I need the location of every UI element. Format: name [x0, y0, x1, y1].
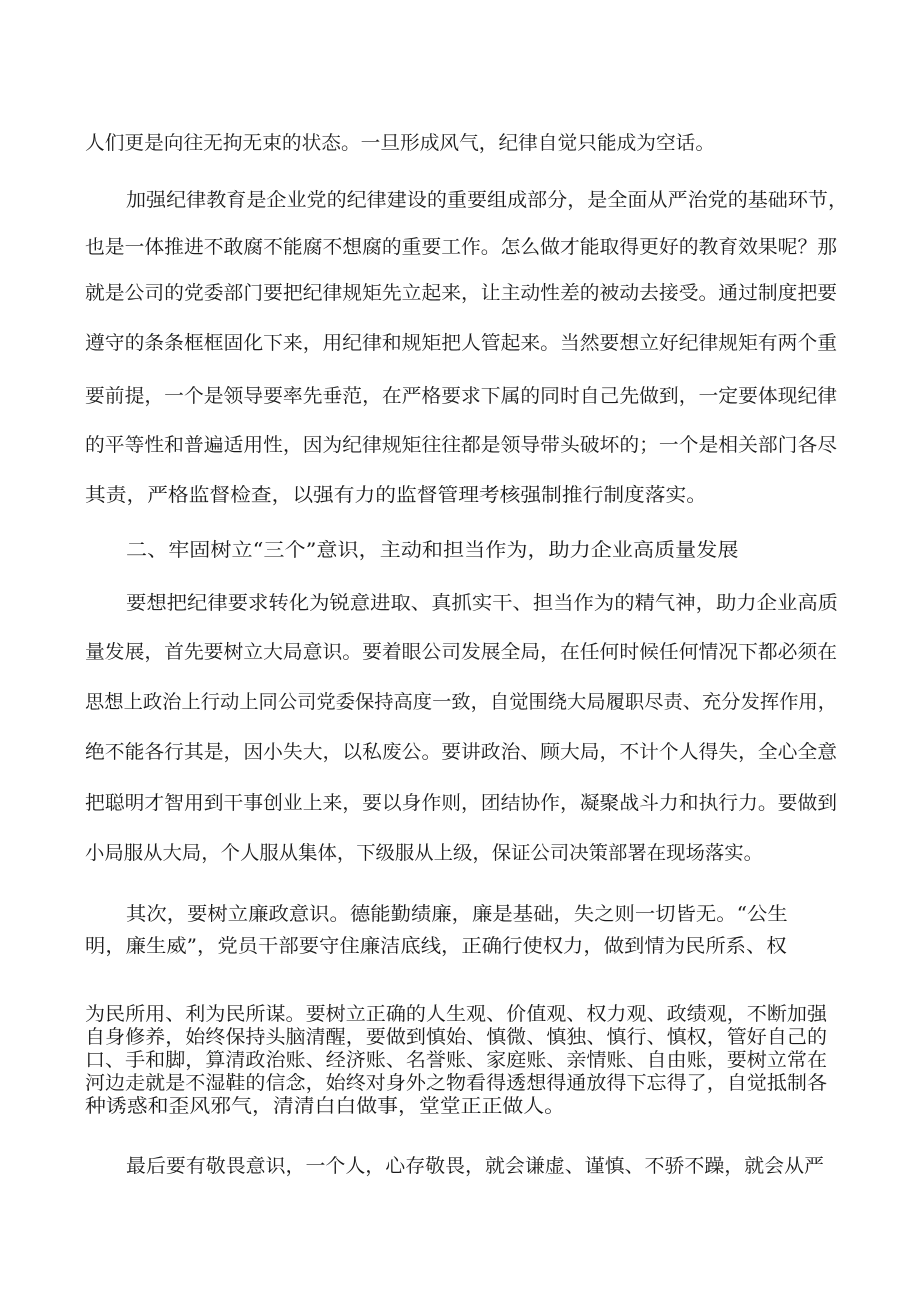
paragraph-line: 人们更是向往无拘无束的状态。一旦形成风气，纪律自觉只能成为空话。 [85, 132, 716, 154]
paragraph-line: 要前提，一个是领导要率先垂范，在严格要求下属的同时自己先做到，一定要体现纪律 [85, 385, 838, 407]
paragraph-line: 最后要有敬畏意识，一个人，心存敬畏，就会谦虚、谨慎、不骄不躁，就会从严 [126, 1155, 825, 1177]
paragraph-line: 其责，严格监督检查，以强有力的监督管理考核强制推行制度落实。 [85, 484, 708, 506]
paragraph-line: 就是公司的党委部门要把纪律规矩先立起来，让主动性差的被动去接受。通过制度把要 [85, 282, 838, 304]
paragraph-line: 要想把纪律要求转化为锐意进取、真抓实干、担当作为的精气神，助力企业高质 [126, 592, 839, 614]
paragraph-line: 明，廉生威”，党员干部要守住廉洁底线，正确行使权力，做到情为民所系、权 [85, 935, 787, 957]
paragraph-line: 加强纪律教育是企业党的纪律建设的重要组成部分，是全面从严治党的基础环节， [126, 189, 849, 211]
paragraph-line: 口、手和脚，算清政治账、经济账、名誉账、家庭账、亲情账、自由账，要树立常在 [85, 1049, 828, 1071]
paragraph-line: 小局服从大局，个人服从集体，下级服从上级，保证公司决策部署在现场落实。 [85, 842, 763, 864]
paragraph-line: 量发展，首先要树立大局意识。要着眼公司发展全局，在任何时候任何情况下都必须在 [85, 641, 838, 663]
section-heading: 二、牢固树立“三个”意识，主动和担当作为，助力企业高质量发展 [126, 539, 739, 561]
paragraph-line: 思想上政治上行动上同公司党委保持高度一致，自觉围绕大局履职尽责、充分发挥作用， [85, 691, 837, 713]
paragraph-line: 种诱惑和歪风邪气，清清白白做事，堂堂正正做人。 [85, 1095, 566, 1117]
paragraph-line: 绝不能各行其是，因小失大，以私废公。要讲政治、顾大局，不计个人得失，全心全意 [85, 741, 838, 763]
paragraph-line: 遵守的条条框框固化下来，用纪律和规矩把人管起来。当然要想立好纪律规矩有两个重 [85, 332, 838, 354]
paragraph-line: 其次，要树立廉政意识。德能勤绩廉，廉是基础，失之则一切皆无。“公生 [126, 903, 788, 925]
paragraph-line: 河边走就是不湿鞋的信念，始终对身外之物看得透想得通放得下忘得了，自觉抵制各 [85, 1072, 828, 1094]
paragraph-line: 的平等性和普遍适用性，因为纪律规矩往往都是领导带头破坏的；一个是相关部门各尽 [85, 434, 838, 456]
paragraph-line: 自身修养，始终保持头脑清醒，要做到慎始、慎微、慎独、慎行、慎权，管好自己的 [85, 1026, 828, 1048]
paragraph-line: 为民所用、利为民所谋。要树立正确的人生观、价值观、权力观、政绩观，不断加强 [85, 1003, 828, 1025]
paragraph-line: 也是一体推进不敢腐不能腐不想腐的重要工作。怎么做才能取得更好的教育效果呢？那 [85, 236, 838, 258]
paragraph-line: 把聪明才智用到干事创业上来，要以身作则，团结协作，凝聚战斗力和执行力。要做到 [85, 792, 838, 814]
